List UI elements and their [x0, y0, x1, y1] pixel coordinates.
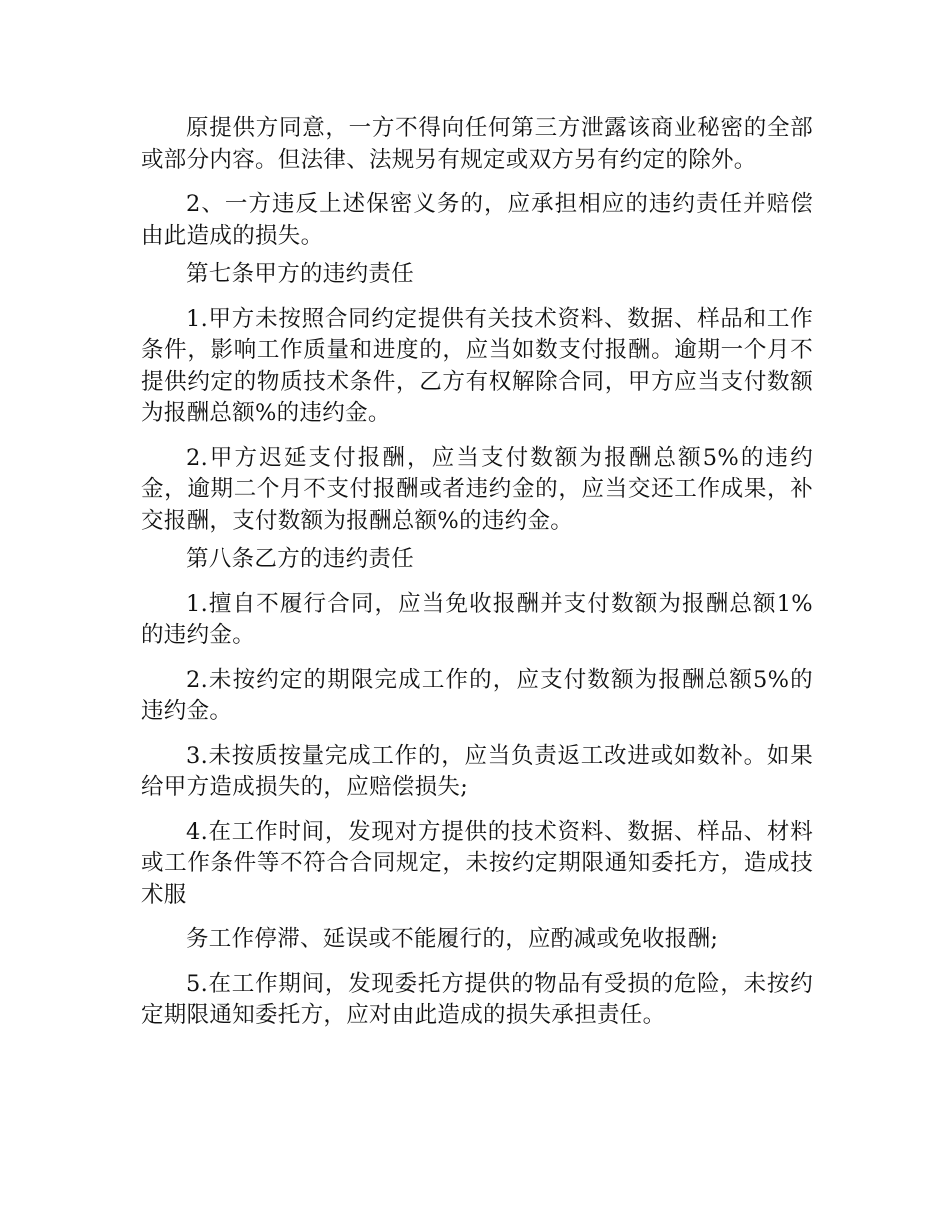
paragraph-party-b-clause-1: 1.擅自不履行合同，应当免收报酬并支付数额为报酬总额1%的违约金。 — [141, 590, 813, 648]
paragraph-party-b-clause-4: 4.在工作时间，发现对方提供的技术资料、数据、样品、材料或工作条件等不符合合同规定，未按约定期限通知委托方，造成技术服 — [141, 818, 813, 908]
heading-article-7: 第七条甲方的违约责任 — [186, 261, 415, 287]
paragraph-party-b-clause-3: 3.未按质按量完成工作的，应当负责返工改进或如数补。如果给甲方造成损失的，应赔偿损失; — [141, 742, 813, 800]
paragraph-party-a-clause-1: 1.甲方未按照合同约定提供有关技术资料、数据、样品和工作条件，影响工作质量和进度的，应当如数支付报酬。逾期一个月不提供约定的物质技术条件，乙方有权解除合同，甲方应当支付数额为报酬总额%的违约金。 — [141, 305, 813, 426]
paragraph-party-b-clause-4-continued: 务工作停滞、延误或不能履行的，应酌减或免收报酬; — [186, 926, 719, 952]
paragraph-party-b-clause-2: 2.未按约定的期限完成工作的，应支付数额为报酬总额5%的违约金。 — [141, 666, 813, 724]
heading-article-8: 第八条乙方的违约责任 — [186, 546, 415, 572]
paragraph-confidentiality-scope: 原提供方同意，一方不得向任何第三方泄露该商业秘密的全部或部分内容。但法律、法规另有规定或双方另有约定的除外。 — [141, 115, 813, 173]
document-body — [141, 113, 813, 1032]
paragraph-party-b-clause-5: 5.在工作期间，发现委托方提供的物品有受损的危险，未按约定期限通知委托方，应对由此造成的损失承担责任。 — [141, 970, 813, 1028]
paragraph-party-a-clause-2: 2.甲方迟延支付报酬，应当支付数额为报酬总额5%的违约金，逾期二个月不支付报酬或者违约金的，应当交还工作成果，补交报酬，支付数额为报酬总额%的违约金。 — [141, 444, 813, 534]
paragraph-confidentiality-breach: 2、一方违反上述保密义务的，应承担相应的违约责任并赔偿由此造成的损失。 — [141, 191, 813, 249]
